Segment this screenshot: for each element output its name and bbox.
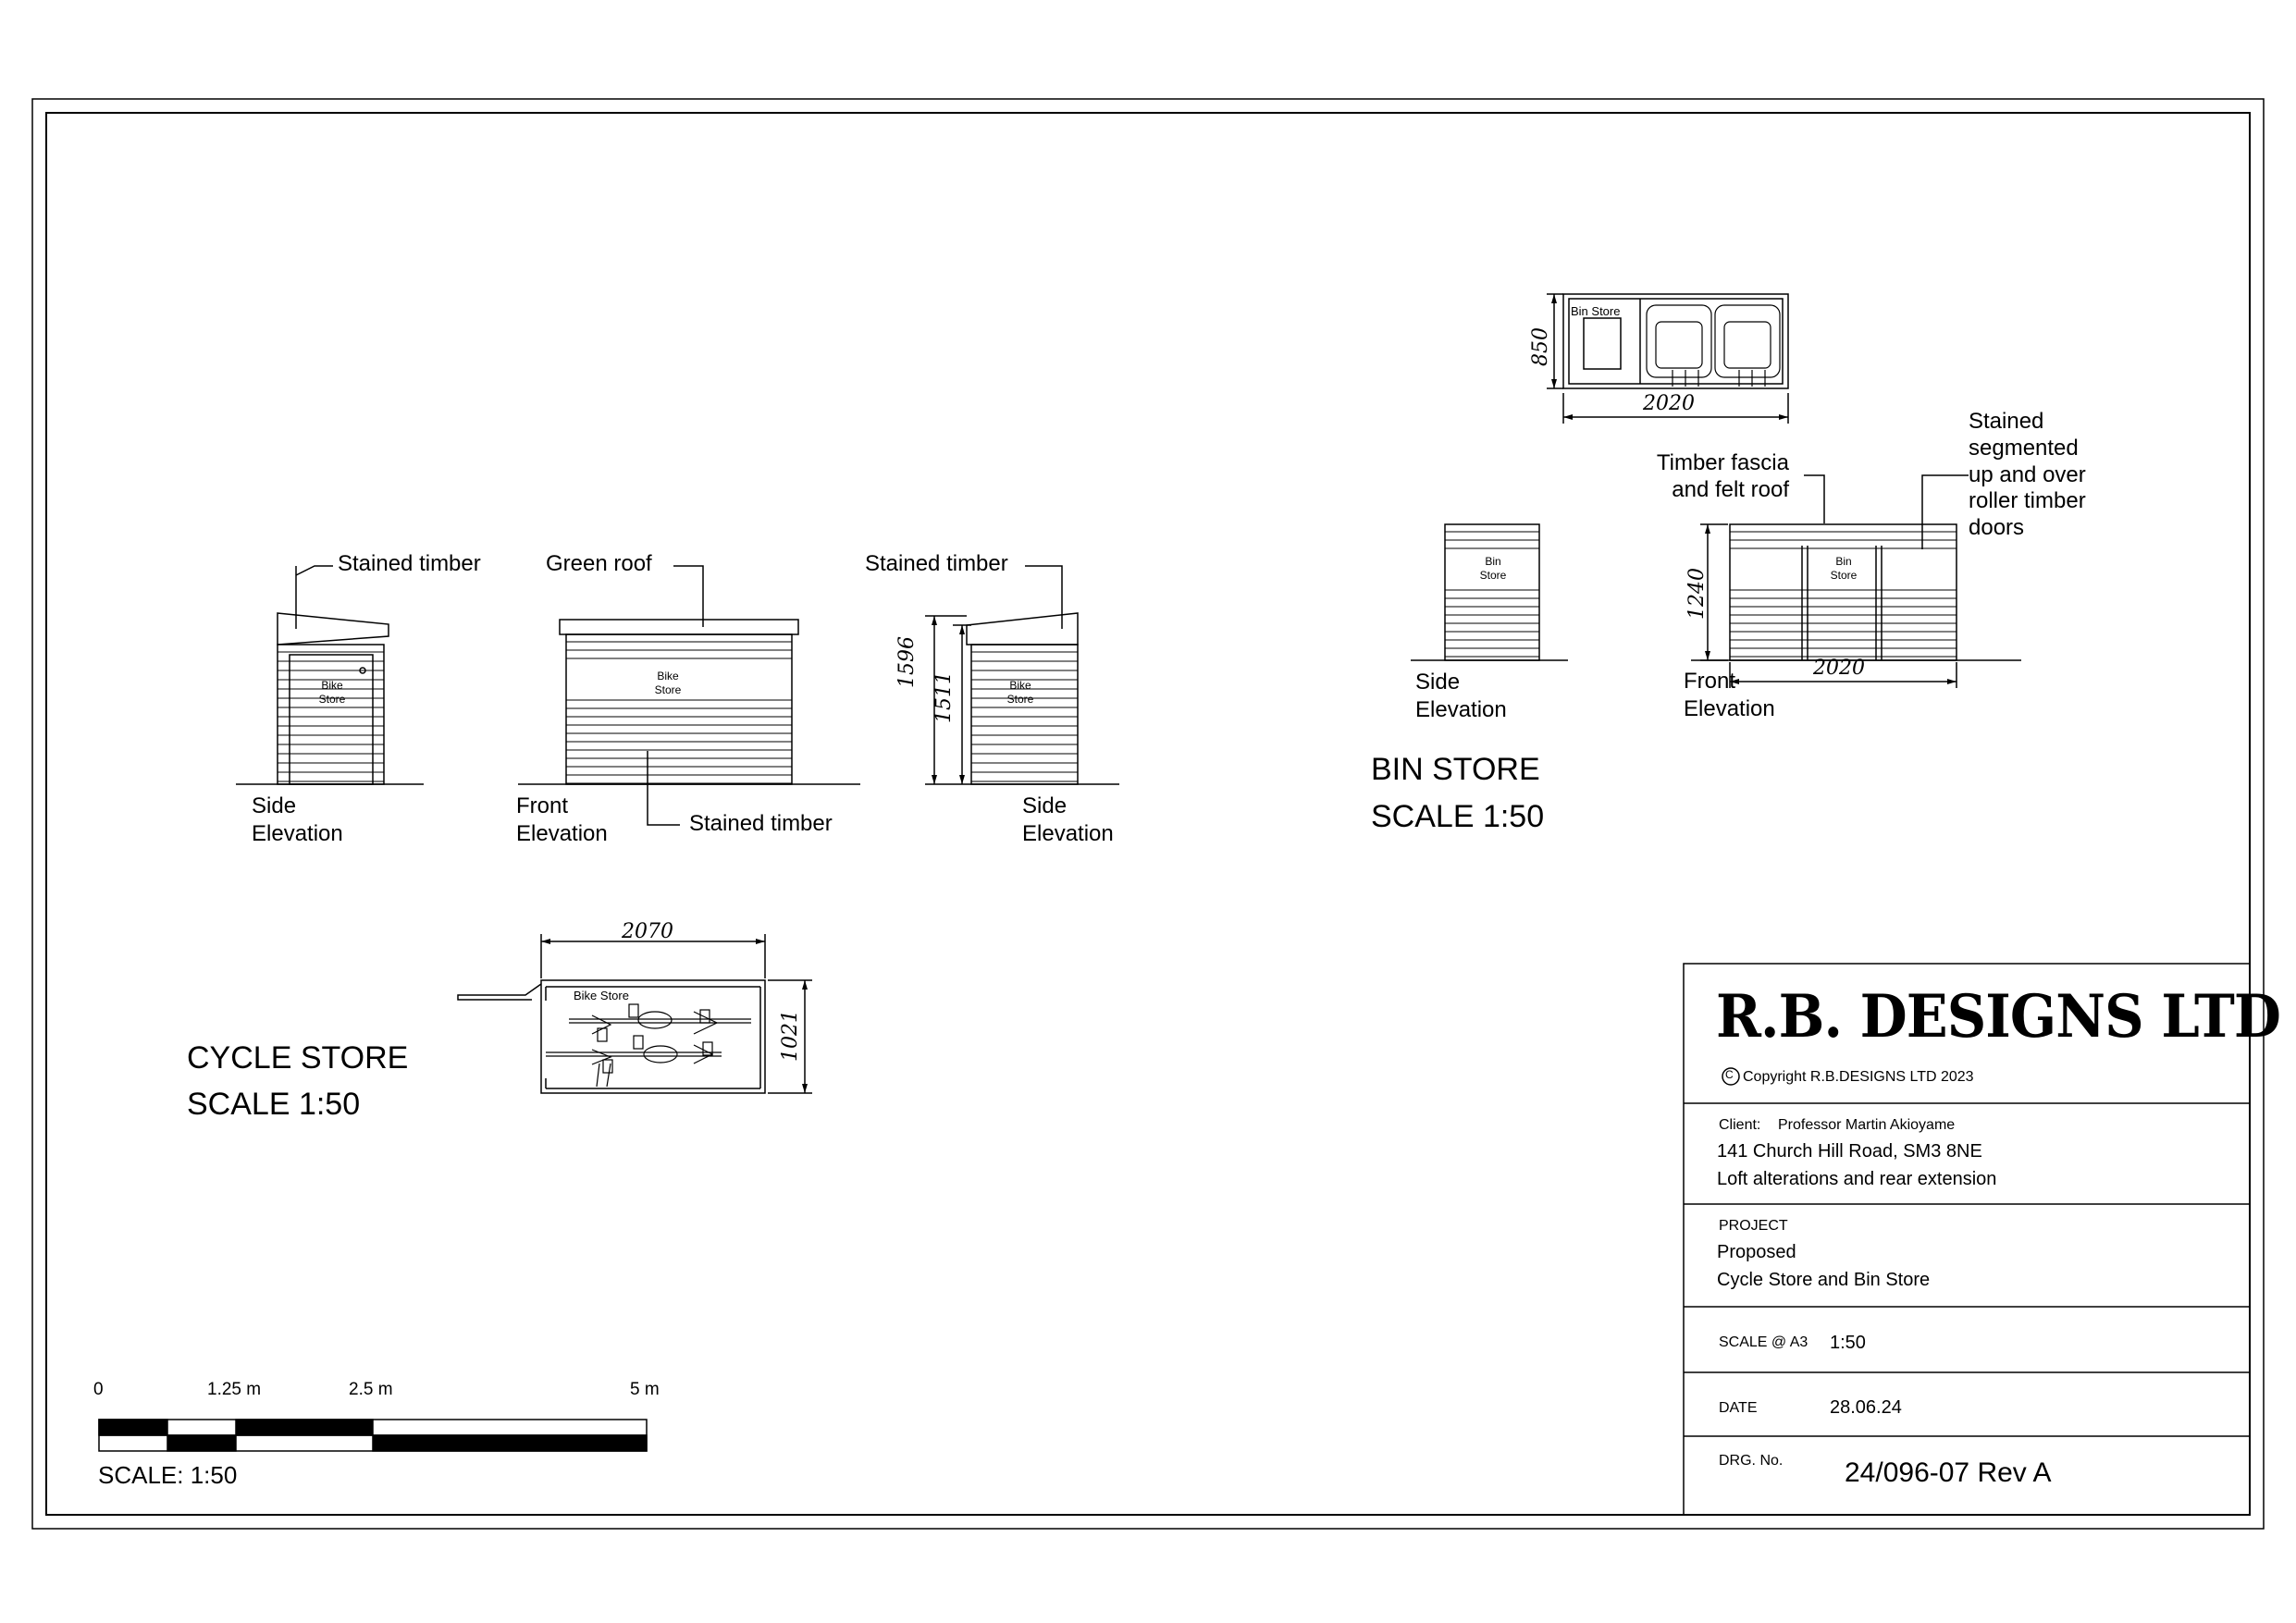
bin-store-scale: SCALE 1:50 — [1371, 799, 1545, 834]
cycle-side-right-sign: Bike Store — [1006, 679, 1034, 706]
cycle-front-label-2: Elevation — [516, 821, 608, 846]
project-line-2: Cycle Store and Bin Store — [1717, 1270, 1931, 1290]
bin-plan-dim-width: 2020 — [1643, 392, 1695, 415]
cycle-side-right-label-1: Side — [1022, 793, 1068, 818]
cycle-side-right-callout: Stained timber — [865, 551, 1008, 576]
bin-callout-doors: Stained segmented up and over roller timber doors — [1969, 409, 2086, 541]
cycle-store-scale: SCALE 1:50 — [187, 1087, 361, 1122]
cycle-front-callout-bottom: Stained timber — [689, 811, 833, 836]
scale-bar-label: SCALE: 1:50 — [98, 1461, 238, 1489]
cycle-side-left-label-1: Side — [252, 793, 297, 818]
cycle-front-callout-top: Green roof — [546, 551, 652, 576]
copyright-symbol: C — [1725, 1068, 1734, 1081]
cycle-front-sign: Bike Store — [654, 670, 682, 696]
scale-tick-1: 1.25 m — [207, 1380, 262, 1399]
date-value: 28.06.24 — [1830, 1397, 1902, 1418]
bin-front-dim-height: 1240 — [1685, 568, 1709, 620]
cycle-plan-label: Bike Store — [574, 989, 629, 1002]
bin-side-sign: Bin Store — [1479, 555, 1507, 582]
client-name: Professor Martin Akioyame — [1778, 1117, 1956, 1133]
cycle-store-plan — [458, 934, 812, 1093]
copyright-text: Copyright R.B.DESIGNS LTD 2023 — [1743, 1069, 1974, 1085]
cycle-side-elevation-left — [236, 566, 424, 784]
project-line-1: Proposed — [1717, 1242, 1796, 1262]
cycle-plan-dim-depth: 1021 — [779, 1010, 802, 1062]
inner-border — [46, 113, 2250, 1515]
outer-border — [32, 99, 2264, 1529]
scale-at-a3-label: SCALE @ A3 — [1719, 1334, 1808, 1350]
scale-tick-0: 0 — [93, 1380, 104, 1399]
bin-store-title: BIN STORE — [1371, 752, 1540, 787]
drawing-number-label: DRG. No. — [1719, 1453, 1784, 1469]
project-label: PROJECT — [1719, 1218, 1788, 1234]
bin-front-label-2: Elevation — [1684, 696, 1775, 721]
cycle-dim-height-outer: 1596 — [895, 636, 919, 688]
bin-plan-dim-depth: 850 — [1529, 327, 1552, 366]
cycle-side-left-callout: Stained timber — [338, 551, 481, 576]
bin-callout-fascia: Timber fascia and felt roof — [1656, 450, 1789, 502]
bin-side-label-2: Elevation — [1415, 697, 1507, 722]
cycle-store-title: CYCLE STORE — [187, 1040, 409, 1076]
date-label: DATE — [1719, 1400, 1758, 1416]
bin-front-dim-width: 2020 — [1813, 657, 1865, 680]
cycle-side-right-label-2: Elevation — [1022, 821, 1114, 846]
cycle-plan-dim-width: 2070 — [622, 920, 673, 943]
cycle-side-left-sign: Bike Store — [318, 679, 346, 706]
cycle-dim-height-inner: 1511 — [932, 671, 956, 723]
bin-side-elevation — [1411, 524, 1568, 660]
drawing-number-value: 24/096-07 Rev A — [1845, 1457, 2052, 1488]
scale-at-a3-value: 1:50 — [1830, 1333, 1866, 1353]
cycle-front-label-1: Front — [516, 793, 569, 818]
scale-tick-2: 2.5 m — [349, 1380, 393, 1399]
scale-bar-graphic — [99, 1420, 647, 1451]
bin-side-label-1: Side — [1415, 670, 1461, 695]
bin-front-label-1: Front — [1684, 669, 1736, 694]
scale-tick-3: 5 m — [630, 1380, 660, 1399]
client-label: Client: — [1719, 1117, 1761, 1133]
company-logo: R.B. DESIGNS LTD — [1716, 982, 2281, 1051]
cycle-side-left-label-2: Elevation — [252, 821, 343, 846]
client-address: 141 Church Hill Road, SM3 8NE — [1717, 1141, 1982, 1162]
bin-front-sign: Bin Store — [1830, 555, 1858, 582]
bin-plan-label: Bin Store — [1571, 304, 1621, 318]
works-description: Loft alterations and rear extension — [1717, 1169, 1997, 1189]
